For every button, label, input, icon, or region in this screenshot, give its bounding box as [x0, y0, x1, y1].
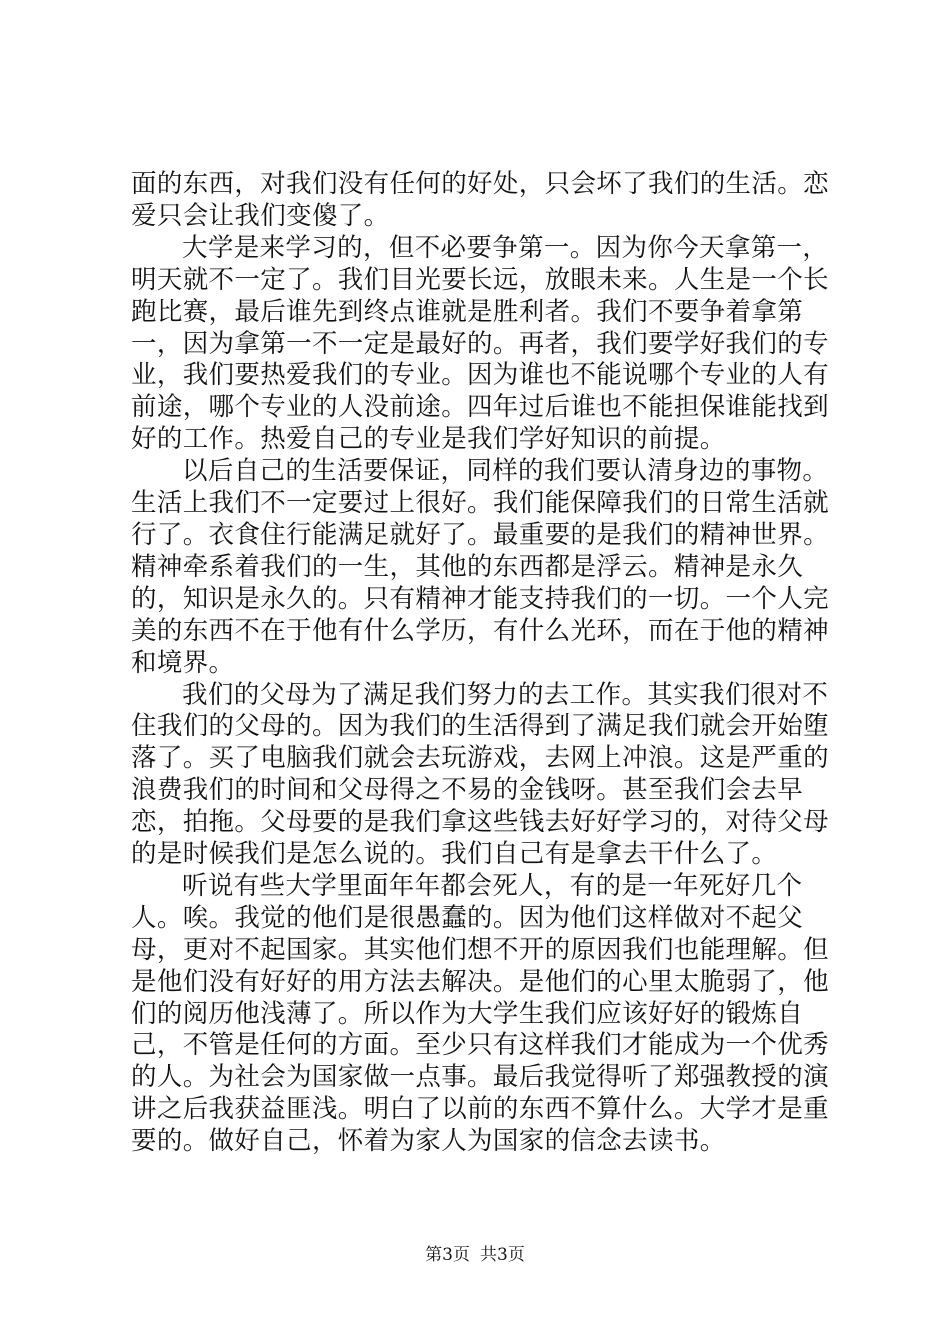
paragraph-life: 以后自己的生活要保证，同样的我们要认清身边的事物。生活上我们不一定要过上很好。我们能保障我们的日常生活就行了。衣食住行能满足就好了。最重要的是我们的精神世界。精神牵系着我们的一生，其他的东西都是浮云。精神是永久的，知识是永久的。只有精神才能支持我们的一切。一个人完美的东西不在于他有什么学历，有什么光环，而在于他的精神和境界。 [131, 456, 829, 678]
page-footer [0, 1244, 950, 1266]
document-body [131, 169, 831, 1158]
page-total: 共3页 [480, 1245, 525, 1265]
page-number: 第3页 [425, 1245, 470, 1265]
paragraph-study: 大学是来学习的，但不必要争第一。因为你今天拿第一，明天就不一定了。我们目光要长远，放眼未来。人生是一个长跑比赛，最后谁先到终点谁就是胜利者。我们不要争着拿第一，因为拿第一不一定是最好的。再者，我们要学好我们的专业，我们要热爱我们的专业。因为谁也不能说哪个专业的人有前途，哪个专业的人没前途。四年过后谁也不能担保谁能找到好的工作。热爱自己的专业是我们学好知识的前提。 [131, 232, 829, 455]
paragraph-continuation: 面的东西，对我们没有任何的好处，只会坏了我们的生活。恋爱只会让我们变傻了。 [131, 169, 829, 231]
paragraph-conclusion: 听说有些大学里面年年都会死人，有的是一年死好几个人。唉。我觉的他们是很愚蠢的。因为他们这样做对不起父母，更对不起国家。其实他们想不开的原因我们也能理解。但是他们没有好好的用方法去解决。是他们的心里太脆弱了，他们的阅历他浅薄了。所以作为大学生我们应该好好的锻炼自己，不管是任何的方面。至少只有这样我们才能成为一个优秀的人。为社会为国家做一点事。最后我觉得听了郑强教授的演讲之后我获益匪浅。明白了以前的东西不算什么。大学才是重要的。做好自己，怀着为家人为国家的信念去读书。 [131, 870, 829, 1157]
paragraph-parents: 我们的父母为了满足我们努力的去工作。其实我们很对不住我们的父母的。因为我们的生活得到了满足我们就会开始堕落了。买了电脑我们就会去玩游戏，去网上冲浪。这是严重的浪费我们的时间和父母得之不易的金钱呀。甚至我们会去早恋，拍拖。父母要的是我们拿这些钱去好好学习的，对待父母的是时候我们是怎么说的。我们自己有是拿去干什么了。 [131, 679, 829, 870]
